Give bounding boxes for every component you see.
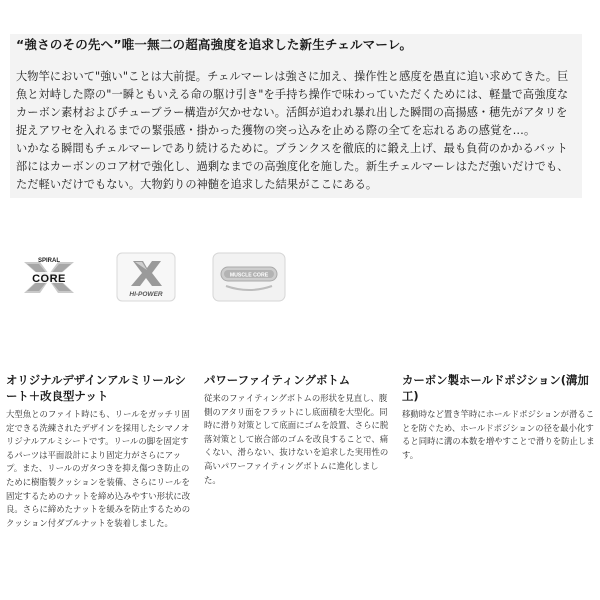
- spiral-label: SPIRAL: [37, 258, 61, 264]
- feature-title: パワーファイティングボトム: [204, 373, 351, 387]
- x-hi-power-logo: [116, 252, 176, 302]
- intro-panel: [10, 34, 582, 198]
- feature-hold-position: [402, 372, 596, 462]
- feature-description: 大型魚とのファイト時にも、リールをガッチリ固定できる洗練されたデザインを採用したシマノオリジナルアルミシートです。リールの脚を固定するパーツは平面設計により固定力がさらにアップ。また、リールのガタつきを抑え傷つき防止のために樹脂製クッションを装備、さらにリールを固定するためのナットを締め込みやすい形状に改良。さらに締めたナットを緩みを防止するためのクッション付ダブルナットを装着しました。: [6, 409, 191, 528]
- feature-reel-seat: [6, 372, 192, 530]
- feature-power-fighting-bottom: [204, 372, 394, 487]
- feature-title: カーボン製ホールドポジション(溝加工): [402, 373, 589, 403]
- muscle-core-label: MUSCLE CORE: [229, 272, 269, 279]
- x-hi-power-icon: [116, 252, 176, 302]
- spiral-x-core-logo: [18, 252, 80, 302]
- muscle-core-logo: [212, 252, 286, 302]
- feature-description: 移動時など置き竿時にホールドポジションが滑ることを防ぐため、ホールドポジションの径を最小化すると同時に溝の本数を増やすことで滑りを防止します。: [402, 409, 595, 460]
- technology-logos: [18, 252, 318, 302]
- intro-body-text: 大物竿において"強い"ことは大前提。チェルマーレは強さに加え、操作性と感度を愚直に追い求めてきた。巨魚と対峙した際の"一瞬ともいえる命の駆け引き"を手持ち操作で味わっていただくためには、軽量で高強度なカーボン素材およびチューブラー構造が欠かせない。活餌が追われ暴れ出した瞬間の高揚感・穂先がアタリを捉えアワセを入れるまでの緊張感・掛かった獲物の突っ込みを止める際の全てを忘れるあの感覚を…。 いかなる瞬間もチェルマーレであり続けるために。ブランクスを徹底的に鍛え上げ、最も負荷のかかるバット部にはカーボンのコア材で強化し、過剰なまでの高強度化を施した。新生チェルマーレはただ強いだけでも、ただ軽いだけでもない。大物釣りの神髄を追求した結果がここにある。: [16, 70, 569, 191]
- muscle-core-icon: [212, 252, 286, 302]
- hi-power-label: HI-POWER: [129, 291, 163, 298]
- feature-title: オリジナルデザインアルミリールシート＋改良型ナット: [6, 373, 186, 403]
- headline: “強さのその先へ”唯一無二の超高強度を追求した新生チェルマーレ。: [16, 37, 413, 52]
- core-label: CORE: [32, 273, 66, 285]
- feature-description: 従来のファイティングボトムの形状を見直し、腹側のアタリ面をフラットにし底面積を大型化。同時に滑り対策として底面にゴムを設置、さらに脱落対策として嵌合部のゴムを改良することで、痛くない、滑らない、抜けないを追求した実用性の高いパワーファイティングボトムに進化しました。: [204, 393, 389, 485]
- spiral-x-core-icon: [18, 252, 80, 302]
